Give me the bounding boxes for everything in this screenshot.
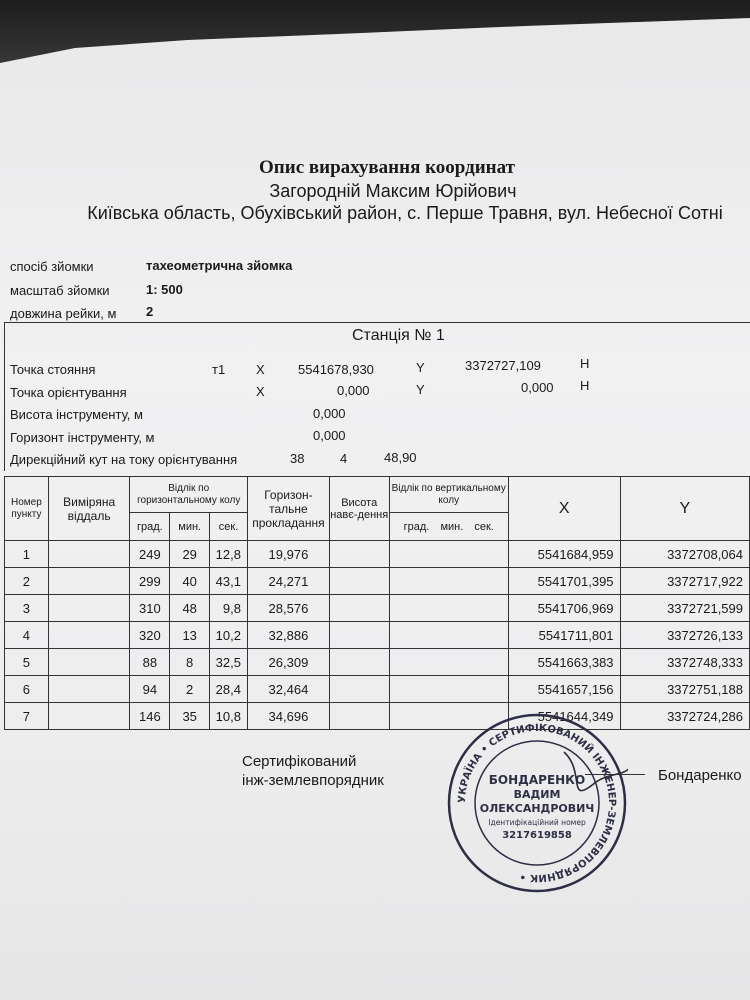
point-number: 2	[5, 568, 49, 595]
stamp-line4: Ідентифікаційний номер	[488, 818, 586, 827]
coord-x: 5541684,959	[508, 541, 620, 568]
hz-sec: 43,1	[210, 568, 248, 595]
coord-x: 5541706,969	[508, 595, 620, 622]
coord-y: 3372751,188	[620, 676, 749, 703]
stamp-line5: 3217619858	[502, 830, 572, 841]
target-height	[329, 568, 389, 595]
table-row	[5, 595, 750, 622]
standing-code: т1	[212, 362, 226, 377]
col-height-header: Висота навє-дення	[329, 477, 389, 541]
hz-min: 29	[170, 541, 210, 568]
orient-y: 0,000	[521, 380, 554, 395]
point-number: 5	[5, 649, 49, 676]
col-distance-header: Виміряна віддаль	[48, 477, 130, 541]
target-height	[329, 676, 389, 703]
point-number: 7	[5, 703, 49, 730]
hz-sec: 10,8	[210, 703, 248, 730]
coord-x: 5541701,395	[508, 568, 620, 595]
orient-x: 0,000	[337, 383, 370, 398]
hz-deg: 146	[130, 703, 170, 730]
measured-distance	[48, 568, 130, 595]
sub-sec-header: сек.	[210, 513, 248, 541]
standing-x-letter: X	[256, 362, 265, 377]
vert-reading	[389, 568, 508, 595]
coord-x: 5541663,383	[508, 649, 620, 676]
dir-min: 4	[340, 451, 348, 466]
orient-h-letter: H	[580, 378, 590, 393]
coord-x: 5541711,801	[508, 622, 620, 649]
col-x-header: X	[508, 477, 620, 541]
target-height	[329, 703, 389, 730]
point-number: 6	[5, 676, 49, 703]
coord-y: 3372717,922	[620, 568, 749, 595]
table-row	[5, 649, 750, 676]
vert-reading	[389, 676, 508, 703]
table-row	[5, 703, 750, 730]
coord-y: 3372724,286	[620, 703, 749, 730]
col-vert-header: Відлік по вертикальному колу	[389, 477, 508, 513]
instr-height: 0,000	[313, 406, 346, 421]
scale-value: 1: 500	[146, 282, 183, 297]
hz-sec: 32,5	[210, 649, 248, 676]
vert-reading	[389, 541, 508, 568]
col-hz-header: Відлік по горизонтальному колу	[130, 477, 248, 513]
standing-label: Точка стояння	[10, 362, 96, 377]
hz-sec: 12,8	[210, 541, 248, 568]
point-number: 1	[5, 541, 49, 568]
hz-deg: 94	[130, 676, 170, 703]
method-label: спосіб зйомки	[10, 259, 94, 274]
point-number: 4	[5, 622, 49, 649]
horizontal-distance: 19,976	[247, 541, 329, 568]
station-title: Станція № 1	[352, 327, 445, 344]
measurements-body	[5, 541, 750, 730]
vert-reading	[389, 649, 508, 676]
signer-role-line1: Сертифікований	[242, 753, 357, 770]
measured-distance	[48, 649, 130, 676]
coord-y: 3372726,133	[620, 622, 749, 649]
hz-min: 40	[170, 568, 210, 595]
horizontal-distance: 26,309	[247, 649, 329, 676]
horizontal-distance: 34,696	[247, 703, 329, 730]
stamp-line3: ОЛЕКСАНДРОВИЧ	[479, 802, 595, 815]
hz-deg: 320	[130, 622, 170, 649]
measurements-table	[4, 476, 750, 730]
target-height	[329, 649, 389, 676]
stamp-line2: ВАДИМ	[513, 788, 561, 801]
seal-stamp	[446, 712, 628, 894]
target-height	[329, 622, 389, 649]
target-height	[329, 541, 389, 568]
table-row	[5, 568, 750, 595]
standing-x: 5541678,930	[298, 362, 374, 377]
dir-sec: 48,90	[384, 450, 417, 465]
rod-label: довжина рейки, м	[10, 306, 117, 321]
sub-min-header: мин.	[170, 513, 210, 541]
measured-distance	[48, 703, 130, 730]
table-row	[5, 541, 750, 568]
rod-value: 2	[146, 304, 154, 319]
measured-distance	[48, 676, 130, 703]
target-height	[329, 595, 389, 622]
coord-x: 5541657,156	[508, 676, 620, 703]
hz-sec: 9,8	[210, 595, 248, 622]
table-row	[5, 622, 750, 649]
standing-h-letter: H	[580, 356, 590, 371]
measured-distance	[48, 595, 130, 622]
orient-label: Точка орієнтування	[10, 385, 127, 400]
hz-min: 48	[170, 595, 210, 622]
hz-min: 35	[170, 703, 210, 730]
standing-y: 3372727,109	[465, 358, 541, 373]
stamp-line1: БОНДАРЕНКО	[488, 773, 586, 787]
hz-deg: 310	[130, 595, 170, 622]
scale-label: масштаб зйомки	[10, 283, 110, 298]
horizontal-distance: 32,464	[247, 676, 329, 703]
coord-x: 5541644,349	[508, 703, 620, 730]
vert-sub-header: град. мин. сек.	[389, 513, 508, 541]
measured-distance	[48, 622, 130, 649]
horizontal-distance: 24,271	[247, 568, 329, 595]
horizontal-distance: 28,576	[247, 595, 329, 622]
table-row	[5, 676, 750, 703]
hz-deg: 88	[130, 649, 170, 676]
signer-name: Бондаренко	[658, 767, 742, 784]
hz-deg: 249	[130, 541, 170, 568]
col-point-header: Номер пункту	[5, 477, 49, 541]
hz-min: 2	[170, 676, 210, 703]
coord-y: 3372708,064	[620, 541, 749, 568]
hz-min: 13	[170, 622, 210, 649]
coord-y: 3372748,333	[620, 649, 749, 676]
sub-deg-header: град.	[130, 513, 170, 541]
horizontal-distance: 32,886	[247, 622, 329, 649]
document-title: Опис вирахування координат	[259, 157, 515, 178]
instr-horizon-label: Горизонт інструменту, м	[10, 430, 155, 445]
hz-deg: 299	[130, 568, 170, 595]
hz-sec: 28,4	[210, 676, 248, 703]
coord-y: 3372721,599	[620, 595, 749, 622]
col-horiz-header: Горизон-тальне прокладання	[247, 477, 329, 541]
orient-y-letter: Y	[416, 382, 425, 397]
vert-reading	[389, 595, 508, 622]
stamp-ring-text: УКРАЇНА • СЕРТИФІКОВАНИЙ ІНЖЕНЕР-ЗЕМЛЕВПОРЯДНИК •	[456, 722, 618, 884]
hz-min: 8	[170, 649, 210, 676]
signer-role-line2: інж-землевпорядник	[242, 772, 384, 789]
point-number: 3	[5, 595, 49, 622]
standing-y-letter: Y	[416, 360, 425, 375]
dir-deg: 38	[290, 451, 305, 466]
owner-name: Загородній Максим Юрійович	[269, 181, 517, 201]
measured-distance	[48, 541, 130, 568]
dir-angle-label: Дирекційний кут на току орієнтування	[10, 452, 238, 467]
method-value: тахеометрична зйомка	[146, 258, 293, 273]
col-y-header: Y	[620, 477, 749, 541]
instr-height-label: Висота інструменту, м	[10, 407, 143, 422]
instr-horizon: 0,000	[313, 428, 346, 443]
address: Київська область, Обухівський район, с. Перше Травня, вул. Небесної Сотні	[87, 203, 723, 223]
hz-sec: 10,2	[210, 622, 248, 649]
orient-x-letter: X	[256, 384, 265, 399]
vert-reading	[389, 622, 508, 649]
